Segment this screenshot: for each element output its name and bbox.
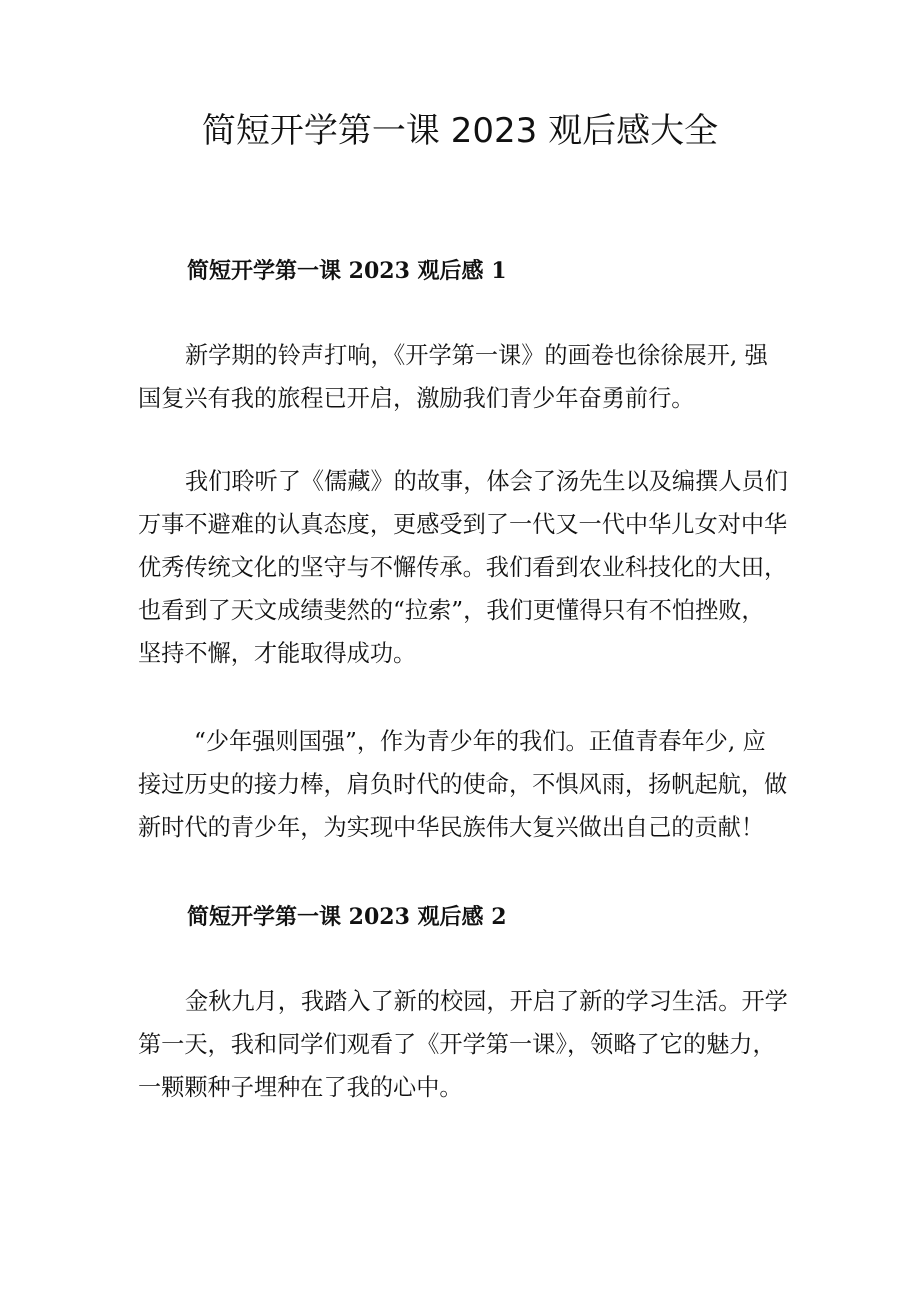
paragraph-3 (138, 720, 790, 849)
section-heading-1: 简短开学第一课 2023 观后感 1 (187, 258, 507, 284)
paragraph-line: “少年强则国强”，作为青少年的我们。正值青春年少, 应 (194, 728, 766, 755)
document-title: 简短开学第一课 2023 观后感大全 (201, 111, 719, 151)
paragraph-2 (138, 460, 790, 675)
paragraph-line: 第一天，我和同学们观看了《开学第一课》，领略了它的魅力， (138, 1031, 776, 1058)
paragraph-line: 金秋九月，我踏入了新的校园，开启了新的学习生活。开学 (185, 988, 788, 1015)
paragraph-line: 我们聆听了《儒藏》的故事，体会了汤先生以及编撰人员们 (185, 468, 788, 495)
paragraph-1 (138, 334, 790, 420)
paragraph-line: 优秀传统文化的坚守与不懈传承。我们看到农业科技化的大田， (138, 554, 788, 581)
paragraph-line: 接过历史的接力棒，肩负时代的使命，不惧风雨，扬帆起航，做 (138, 771, 788, 798)
paragraph-line: 坚持不懈，才能取得成功。 (138, 640, 417, 667)
paragraph-line: 一颗颗种子埋种在了我的心中。 (138, 1074, 463, 1101)
paragraph-line: 也看到了天文成绩斐然的“拉索”，我们更懂得只有不怕挫败， (138, 597, 765, 624)
paragraph-line: 国复兴有我的旅程已开启，激励我们青少年奋勇前行。 (138, 385, 695, 412)
paragraph-4 (138, 980, 790, 1109)
paragraph-line: 万事不避难的认真态度，更感受到了一代又一代中华儿女对中华 (138, 511, 788, 538)
paragraph-line: 新时代的青少年，为实现中华民族伟大复兴做出自己的贡献！ (138, 814, 765, 841)
section-heading-2: 简短开学第一课 2023 观后感 2 (187, 904, 507, 930)
paragraph-line: 新学期的铃声打响，《开学第一课》的画卷也徐徐展开, 强 (185, 342, 768, 369)
